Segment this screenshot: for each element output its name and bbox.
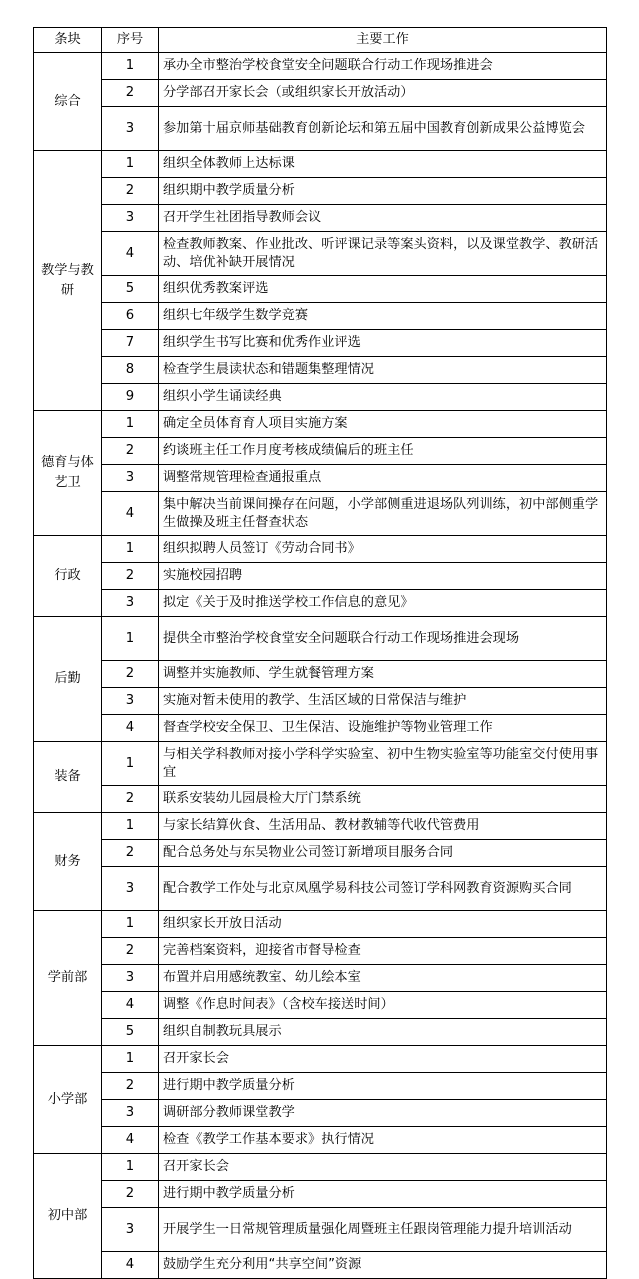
item-number: 9: [102, 384, 159, 411]
item-work: 与家长结算伙食、生活用品、教材教辅等代收代管费用: [159, 813, 607, 840]
table-row: [34, 742, 607, 786]
table-row: [34, 911, 607, 938]
item-number: 3: [102, 965, 159, 992]
table-row: [34, 330, 607, 357]
item-number: 3: [102, 867, 159, 911]
table-row: [34, 1100, 607, 1127]
table-row: [34, 53, 607, 80]
item-number: 2: [102, 438, 159, 465]
item-work: 组织学生书写比赛和优秀作业评选: [159, 330, 607, 357]
table-row: [34, 1073, 607, 1100]
item-work: 联系安装幼儿园晨检大厅门禁系统: [159, 786, 607, 813]
item-number: 1: [102, 911, 159, 938]
item-number: 1: [102, 617, 159, 661]
item-number: 4: [102, 992, 159, 1019]
item-work: 召开家长会: [159, 1046, 607, 1073]
item-work: 调整《作息时间表》（含校车接送时间）: [159, 992, 607, 1019]
item-work: 鼓励学生充分利用“共享空间”资源: [159, 1252, 607, 1279]
table-row: [34, 357, 607, 384]
category-cell: [34, 53, 102, 151]
category-label: 学前部: [47, 970, 88, 985]
table-row: [34, 992, 607, 1019]
table-row: [34, 965, 607, 992]
table-row: [34, 1181, 607, 1208]
item-work: 与相关学科教师对接小学科学实验室、初中生物实验室等功能室交付使用事宜: [159, 742, 607, 786]
item-work: 进行期中教学质量分析: [159, 1181, 607, 1208]
table-row: [34, 1046, 607, 1073]
item-number: 1: [102, 411, 159, 438]
category-label: 德育与体艺卫: [41, 455, 94, 490]
item-work: 检查教师教案、作业批改、听评课记录等案头资料，以及课堂教学、教研活动、培优补缺开展情况: [159, 232, 607, 276]
item-work: 组织拟聘人员签订《劳动合同书》: [159, 536, 607, 563]
item-number: 5: [102, 276, 159, 303]
item-work: 调研部分教师课堂教学: [159, 1100, 607, 1127]
item-work: 组织全体教师上达标课: [159, 151, 607, 178]
item-number: 1: [102, 151, 159, 178]
item-work: 召开家长会: [159, 1154, 607, 1181]
item-number: 2: [102, 786, 159, 813]
item-work: 组织七年级学生数学竞赛: [159, 303, 607, 330]
item-number: 4: [102, 715, 159, 742]
item-number: 4: [102, 232, 159, 276]
item-number: 1: [102, 536, 159, 563]
table-row: [34, 205, 607, 232]
item-work: 集中解决当前课间操存在问题，小学部侧重进退场队列训练，初中部侧重学生做操及班主任督查状态: [159, 492, 607, 536]
item-number: 8: [102, 357, 159, 384]
table-row: [34, 232, 607, 276]
item-work: 督查学校安全保卫、卫生保洁、设施维护等物业管理工作: [159, 715, 607, 742]
category-label: 财务: [54, 853, 81, 869]
table-row: [34, 1154, 607, 1181]
item-number: 6: [102, 303, 159, 330]
item-number: 5: [102, 1019, 159, 1046]
item-work: 组织小学生诵读经典: [159, 384, 607, 411]
table-row: [34, 384, 607, 411]
item-number: 1: [102, 1046, 159, 1073]
table-row: [34, 107, 607, 151]
category-cell: [34, 151, 102, 411]
table-row: [34, 438, 607, 465]
table-row: [34, 1019, 607, 1046]
table-row: [34, 938, 607, 965]
table-row: [34, 786, 607, 813]
header-number: 序号: [102, 28, 159, 53]
table-row: [34, 715, 607, 742]
category-label: 教学与教研: [41, 262, 94, 298]
item-work: 分学部召开家长会（或组织家长开放活动）: [159, 80, 607, 107]
item-number: 1: [102, 813, 159, 840]
table-row: [34, 536, 607, 563]
item-work: 约谈班主任工作月度考核成绩偏后的班主任: [159, 438, 607, 465]
item-work: 召开学生社团指导教师会议: [159, 205, 607, 232]
item-number: 1: [102, 742, 159, 786]
item-number: 3: [102, 590, 159, 617]
category-cell: [34, 1046, 102, 1154]
item-work: 组织优秀教案评选: [159, 276, 607, 303]
item-work: 实施对暂未使用的教学、生活区域的日常保洁与维护: [159, 688, 607, 715]
item-number: 3: [102, 688, 159, 715]
item-number: 3: [102, 107, 159, 151]
category-cell: [34, 536, 102, 617]
category-cell: [34, 617, 102, 742]
item-number: 2: [102, 840, 159, 867]
item-work: 确定全员体育育人项目实施方案: [159, 411, 607, 438]
item-work: 完善档案资料，迎接省市督导检查: [159, 938, 607, 965]
category-label: 小学部: [47, 1091, 88, 1107]
category-cell: [34, 1154, 102, 1279]
item-number: 2: [102, 661, 159, 688]
item-work: 配合总务处与东吴物业公司签订新增项目服务合同: [159, 840, 607, 867]
item-work: 提供全市整治学校食堂安全问题联合行动工作现场推进会现场: [159, 617, 607, 661]
item-number: 1: [102, 1154, 159, 1181]
table-row: [34, 590, 607, 617]
item-number: 3: [102, 1100, 159, 1127]
item-work: 实施校园招聘: [159, 563, 607, 590]
category-label: 行政: [54, 568, 81, 583]
item-number: 4: [102, 492, 159, 536]
item-number: 4: [102, 1252, 159, 1279]
table-header-row: [34, 28, 607, 53]
item-work: 开展学生一日常规管理质量强化周暨班主任跟岗管理能力提升培训活动: [159, 1208, 607, 1252]
item-work: 布置并启用感统教室、幼儿绘本室: [159, 965, 607, 992]
item-work: 检查学生晨读状态和错题集整理情况: [159, 357, 607, 384]
item-number: 2: [102, 563, 159, 590]
item-number: 2: [102, 1073, 159, 1100]
table-row: [34, 276, 607, 303]
item-number: 3: [102, 465, 159, 492]
table-row: [34, 1208, 607, 1252]
category-cell: [34, 813, 102, 911]
table-body: [34, 53, 607, 1279]
table-row: [34, 492, 607, 536]
category-cell: [34, 911, 102, 1046]
item-work: 调整并实施教师、学生就餐管理方案: [159, 661, 607, 688]
item-work: 组织自制教玩具展示: [159, 1019, 607, 1046]
table-row: [34, 563, 607, 590]
category-label: 初中部: [47, 1208, 88, 1223]
item-work: 参加第十届京师基础教育创新论坛和第五届中国教育创新成果公益博览会: [159, 107, 607, 151]
table-row: [34, 1127, 607, 1154]
table-row: [34, 617, 607, 661]
work-plan-table: [33, 27, 607, 1279]
table-row: [34, 465, 607, 492]
table-row: [34, 661, 607, 688]
item-work: 配合教学工作处与北京凤凰学易科技公司签订学科网教育资源购买合同: [159, 867, 607, 911]
item-number: 1: [102, 53, 159, 80]
item-work: 承办全市整治学校食堂安全问题联合行动工作现场推进会: [159, 53, 607, 80]
table-row: [34, 411, 607, 438]
category-label: 综合: [54, 93, 81, 109]
table-row: [34, 1252, 607, 1279]
table-row: [34, 151, 607, 178]
item-number: 3: [102, 205, 159, 232]
item-work: 调整常规管理检查通报重点: [159, 465, 607, 492]
item-number: 2: [102, 1181, 159, 1208]
item-work: 组织期中教学质量分析: [159, 178, 607, 205]
table-row: [34, 80, 607, 107]
category-label: 后勤: [54, 671, 81, 686]
table-row: [34, 688, 607, 715]
item-work: 组织家长开放日活动: [159, 911, 607, 938]
category-cell: [34, 411, 102, 536]
table-row: [34, 303, 607, 330]
item-number: 7: [102, 330, 159, 357]
item-number: 2: [102, 938, 159, 965]
item-number: 2: [102, 178, 159, 205]
table-row: [34, 178, 607, 205]
item-number: 4: [102, 1127, 159, 1154]
header-work: 主要工作: [159, 28, 607, 53]
header-category: 条块: [34, 28, 102, 53]
category-cell: [34, 742, 102, 813]
table-row: [34, 813, 607, 840]
item-work: 检查《教学工作基本要求》执行情况: [159, 1127, 607, 1154]
item-work: 进行期中教学质量分析: [159, 1073, 607, 1100]
item-work: 拟定《关于及时推送学校工作信息的意见》: [159, 590, 607, 617]
table-row: [34, 867, 607, 911]
category-label: 装备: [54, 769, 81, 784]
item-number: 3: [102, 1208, 159, 1252]
table-row: [34, 840, 607, 867]
item-number: 2: [102, 80, 159, 107]
